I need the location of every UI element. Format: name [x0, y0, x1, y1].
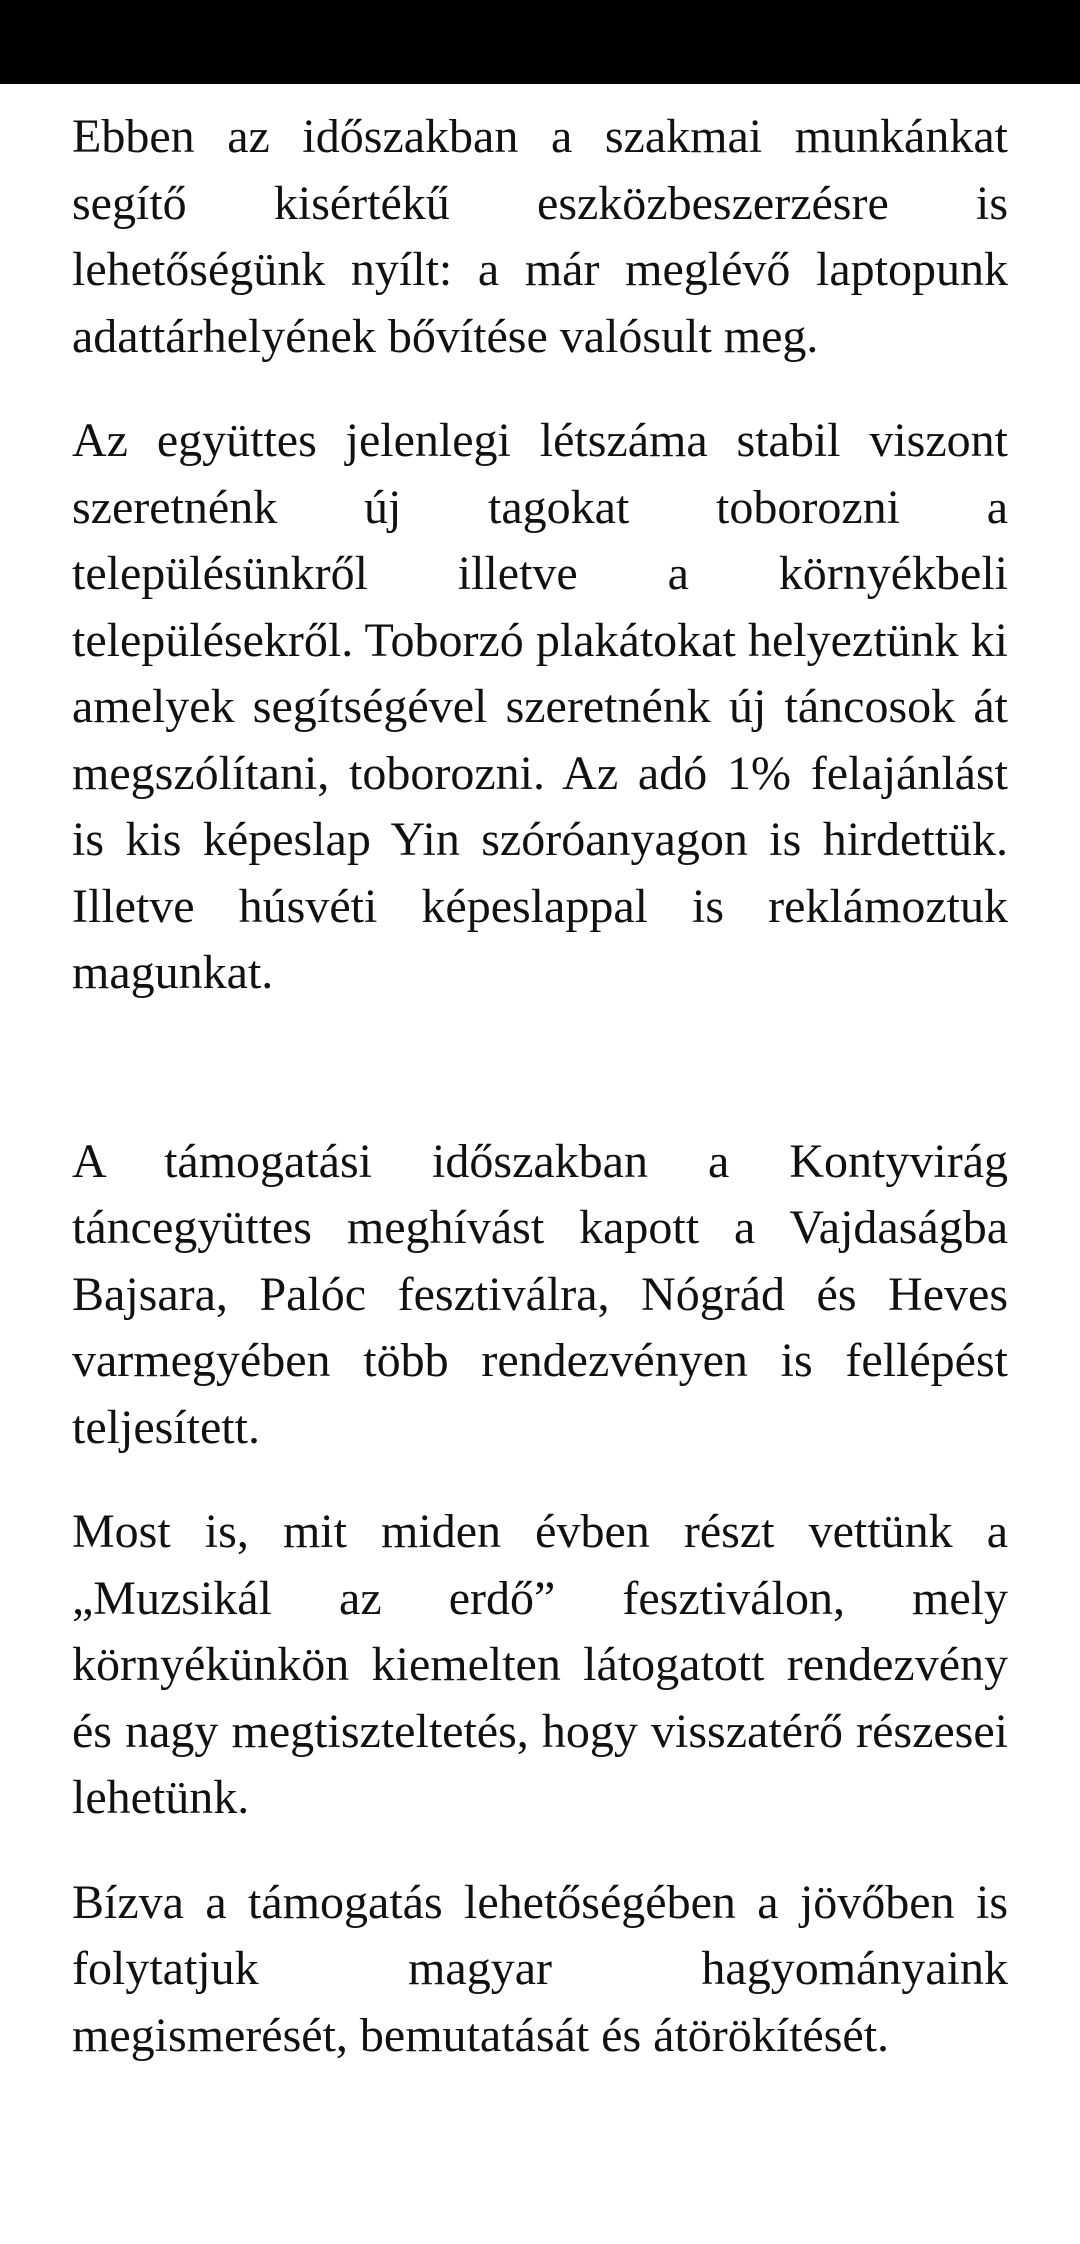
status-bar	[0, 0, 1080, 84]
paragraph-closing: Bízva a támogatás lehetőségében a jövőben is folytatjuk magyar hagyományaink megismerését, bemutatását és átörökítését.	[72, 1875, 1008, 2062]
document-body	[72, 104, 1008, 2107]
paragraph-recruitment: Az együttes jelenlegi létszáma stabil viszont szeretnénk új tagokat toborozni a településünkről illetve a környékbeli településekről. Toborzó plakátokat helyeztünk ki amelyek segítségével szeretnénk új táncosok át megszólítani, toborozni. Az adó 1% felajánlást is kis képeslap Yin szóróanyagon is hirdettük. Illetve húsvéti képeslappal is reklámoztuk magunkat.	[72, 414, 1008, 999]
paragraph-equipment: Ebben az időszakban a szakmai munkánkat segítő kisértékű eszközbeszerzésre is lehetőségünk nyílt: a már meglévő laptopunk adattárhelyének bővítése valósult meg.	[72, 110, 1008, 363]
paragraph-festival: Most is, mit miden évben részt vettünk a „Muzsikál az erdő” fesztiválon, mely környékünkön kiemelten látogatott rendezvény és nagy megtiszteltetés, hogy visszatérő részesei lehetünk.	[72, 1505, 1008, 1824]
paragraph-performances: A támogatási időszakban a Kontyvirág táncegyüttes meghívást kapott a Vajdaságba Bajsara, Palóc fesztiválra, Nógrád és Heves varmegyében több rendezvényen is fellépést teljesített.	[72, 1134, 1008, 1454]
